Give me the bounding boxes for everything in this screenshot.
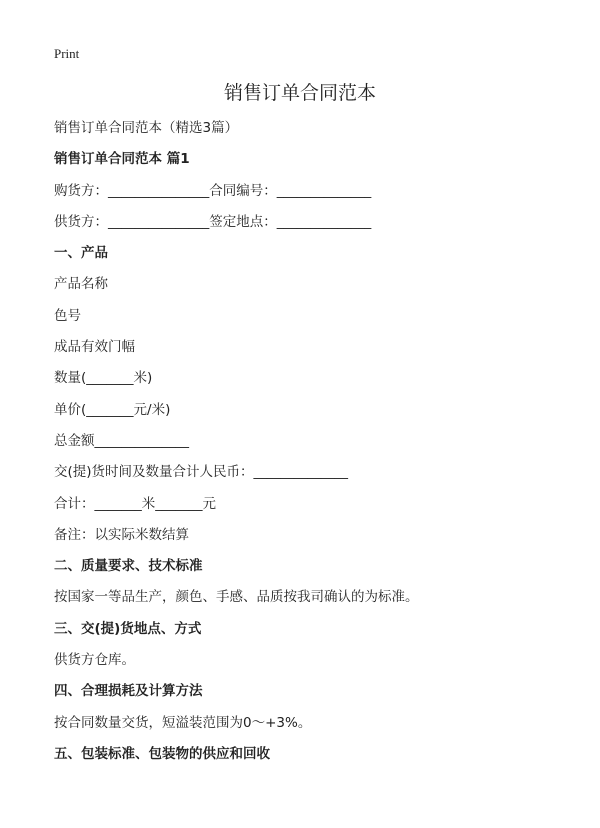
section-heading: 销售订单合同范本 篇1 [54,151,190,168]
document-body [54,117,419,774]
paragraph-line: 产品名称 [54,276,108,293]
paragraph-line: 总金额______________ [54,432,189,449]
section-heading: 五、包装标准、包装物的供应和回收 [54,745,270,762]
paragraph-line: 数量(_______米) [54,370,153,387]
paragraph-line: 成品有效门幅 [54,339,135,356]
document-title: 销售订单合同范本 [223,82,376,104]
paragraph-line: 按国家一等品生产，颜色、手感、品质按我司确认的为标准。 [54,589,419,606]
paragraph-line: 按合同数量交货，短溢装范围为0～+3%。 [54,714,312,731]
paragraph-line: 购货方：_______________合同编号：______________ [54,182,372,199]
paragraph-line: 单价(_______元/米) [54,401,171,418]
paragraph-line: 备注：以实际米数结算 [54,526,189,543]
paragraph-line: 色号 [54,307,81,324]
section-heading: 三、交(提)货地点、方式 [54,620,202,637]
paragraph-line: 合计：_______米_______元 [54,495,216,512]
paragraph-line: 销售订单合同范本（精选3篇） [54,120,239,136]
print-link[interactable]: Print [54,46,80,61]
paragraph-line: 供货方仓库。 [54,652,135,669]
section-heading: 四、合理损耗及计算方法 [54,683,203,700]
paragraph-line: 供货方：_______________签定地点：______________ [54,213,372,230]
section-heading: 一、产品 [54,245,108,262]
section-heading: 二、质量要求、技术标准 [54,558,203,575]
paragraph-line: 交(提)货时间及数量合计人民币：______________ [54,464,349,481]
